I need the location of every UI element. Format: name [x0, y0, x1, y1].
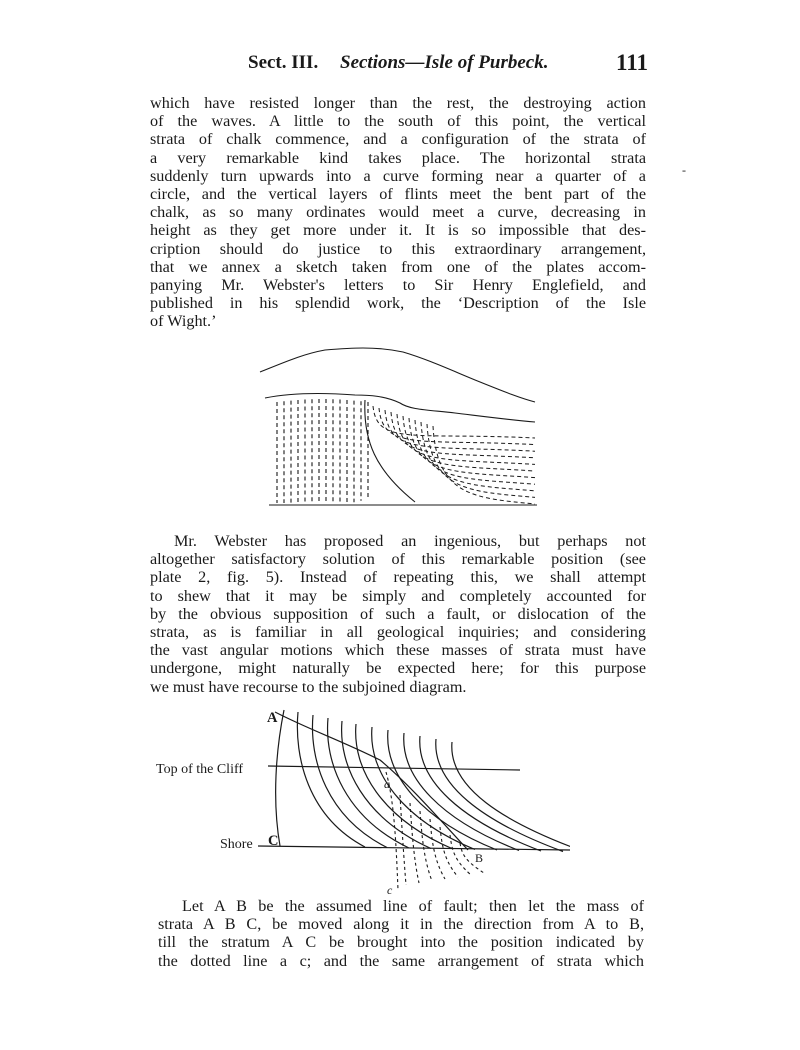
dotted-stratum	[440, 827, 458, 877]
text-line: a very remarkable kind takes place. The horizontal strata	[150, 148, 646, 167]
text-line: strata, as is familiar in all geological inquiries; and considering	[150, 623, 646, 642]
paragraph-2	[150, 532, 646, 696]
text-line: plate 2, fig. 5). Instead of repeating this, we shall attempt	[150, 568, 646, 587]
point-b-label: B	[475, 851, 484, 865]
text-line: we must have recourse to the subjoined diagram.	[150, 677, 467, 696]
dotted-stratum	[400, 795, 406, 885]
strata-sketch-figure	[255, 340, 545, 510]
text-line: circle, and the vertical layers of flints meet the bent part of the	[150, 185, 646, 204]
text-line: strata A B C, be moved along it in the direction from A to B,	[158, 915, 644, 934]
text-line: that we annex a sketch taken from one of the plates accom-	[150, 257, 646, 276]
stratum-arc	[452, 742, 570, 852]
text-line: height as they get more under it. It is so impossible that des-	[150, 221, 646, 240]
text-line: panying Mr. Webster's letters to Sir Henry Englefield, and	[150, 276, 646, 295]
curved-chalk-stratum	[397, 414, 535, 464]
point-c-label: C	[268, 833, 279, 849]
text-line: till the stratum A C be brought into the position indicated by	[158, 933, 644, 952]
running-header	[150, 52, 650, 82]
text-line: cription should do justice to this extraordinary arrangement,	[150, 239, 646, 258]
margin-mark: ‐	[682, 163, 686, 177]
shore-line	[258, 846, 570, 850]
text-line: of the waves. A little to the south of this point, the vertical	[150, 112, 646, 131]
point-lower-c-label: c	[387, 883, 393, 895]
stratum-arc	[297, 712, 365, 847]
paragraph-3	[158, 897, 644, 970]
point-lower-a-label: a	[384, 777, 390, 791]
text-line: the vast angular motions which these masses of strata must have	[150, 641, 646, 660]
curved-chalk-stratum	[409, 418, 535, 478]
text-line: strata of chalk commence, and a configuration of the strata of	[150, 130, 646, 149]
text-line: Mr. Webster has proposed an ingenious, but perhaps not	[174, 532, 646, 550]
stratum-arc	[420, 736, 541, 851]
dotted-stratum	[450, 835, 471, 875]
dotted-stratum	[410, 803, 419, 883]
text-line: altogether satisfactory solution of this remarkable position (see	[150, 550, 646, 569]
label-shore: Shore	[220, 837, 253, 852]
point-a-label: A	[267, 710, 278, 726]
text-line: by the obvious supposition of such a fault, or dislocation of the	[150, 604, 646, 623]
section-label: Sect. III.	[248, 52, 319, 73]
text-line: which have resisted longer than the rest, the destroying action	[150, 94, 646, 112]
text-line: published in his splendid work, the ‘Description of the Isle	[150, 294, 646, 313]
text-line: of Wight.’	[150, 312, 217, 331]
text-line: Let A B be the assumed line of fault; then let the mass of	[182, 897, 644, 915]
text-line: suddenly turn upwards into a curve forming near a quarter of a	[150, 166, 646, 185]
fault-diagram	[150, 700, 570, 895]
curved-chalk-stratum	[373, 406, 535, 438]
stratum-arc	[436, 739, 563, 852]
curved-chalk-stratum	[391, 412, 535, 458]
text-line: the dotted line a c; and the same arrangement of strata which	[158, 951, 644, 970]
stratum-ac	[276, 710, 284, 846]
label-top-of-cliff: Top of the Cliff	[156, 762, 244, 777]
text-line: undergone, might naturally be expected here; for this purpose	[150, 659, 646, 678]
curved-chalk-stratum	[427, 424, 535, 497]
text-line: chalk, as so many ordinates would meet a curve, decreasing in	[150, 203, 646, 222]
paragraph-1	[150, 94, 646, 331]
text-line: to shew that it may be simply and completely accounted for	[150, 586, 646, 605]
running-title: Sections—Isle of Purbeck.	[340, 52, 549, 73]
page-number: 111	[616, 50, 648, 75]
fault-curve	[365, 400, 415, 502]
